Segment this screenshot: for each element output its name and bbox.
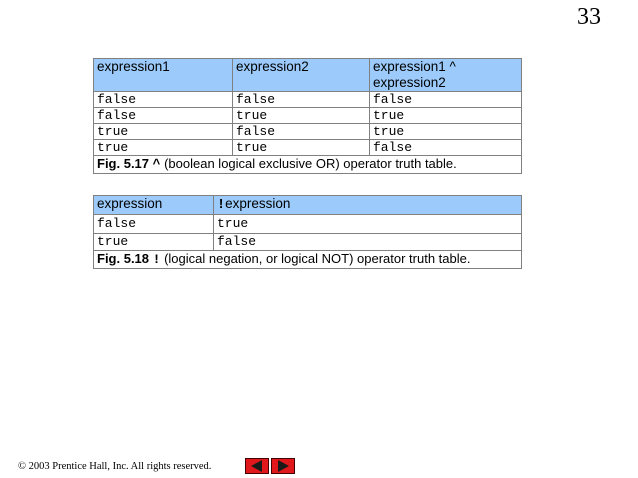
caption-text: (logical negation, or logical NOT) operator truth table.: [164, 251, 471, 266]
xor-truth-table: [93, 58, 522, 174]
caption-operator: ^: [152, 157, 161, 172]
caption-label: Fig. 5.17: [97, 156, 150, 171]
copyright-symbol: ©: [18, 461, 26, 472]
caption-label: Fig. 5.18: [97, 251, 150, 266]
header-expression: expression: [94, 196, 214, 215]
header-expression1: expression1: [94, 59, 233, 92]
table-row: [94, 215, 522, 234]
table-row: [94, 140, 522, 156]
table-header-row: [94, 59, 522, 92]
caption-text: (boolean logical exclusive OR) operator truth table.: [164, 156, 457, 171]
right-arrow-icon: [272, 459, 294, 473]
header-xor-result: expression1 ^ expression2: [370, 59, 522, 92]
table-cell: false: [94, 108, 233, 124]
header-not-expression: [214, 196, 522, 215]
table-cell: true: [370, 124, 522, 140]
table-row: [94, 124, 522, 140]
copyright-text: 2003 Prentice Hall, Inc. All rights reserved.: [28, 461, 212, 472]
table-cell: true: [233, 108, 370, 124]
table-cell: false: [370, 140, 522, 156]
table-cell: true: [94, 234, 214, 251]
table-cell: true: [94, 124, 233, 140]
next-slide-button[interactable]: [271, 458, 295, 474]
table-row: [94, 92, 522, 108]
caption-row: [94, 251, 522, 269]
table-cell: false: [214, 234, 522, 251]
slide-number: 33: [577, 4, 601, 30]
figure-caption: [94, 156, 522, 174]
table-cell: false: [233, 92, 370, 108]
caption-operator: !: [152, 252, 161, 267]
table-cell: true: [370, 108, 522, 124]
table-cell: false: [370, 92, 522, 108]
copyright-footer: [18, 461, 211, 472]
table-cell: true: [233, 140, 370, 156]
previous-slide-button[interactable]: [245, 458, 269, 474]
not-truth-table: [93, 195, 522, 269]
table-row: [94, 234, 522, 251]
table-cell: true: [94, 140, 233, 156]
table-cell: false: [94, 92, 233, 108]
table-header-row: [94, 196, 522, 215]
left-arrow-icon: [246, 459, 268, 473]
figure-caption: [94, 251, 522, 269]
table-cell: false: [94, 215, 214, 234]
header-expression2: expression2: [233, 59, 370, 92]
table-row: [94, 108, 522, 124]
not-operator: !: [217, 198, 226, 213]
caption-row: [94, 156, 522, 174]
table-cell: false: [233, 124, 370, 140]
table-cell: true: [214, 215, 522, 234]
header-not-text: expression: [225, 196, 291, 211]
